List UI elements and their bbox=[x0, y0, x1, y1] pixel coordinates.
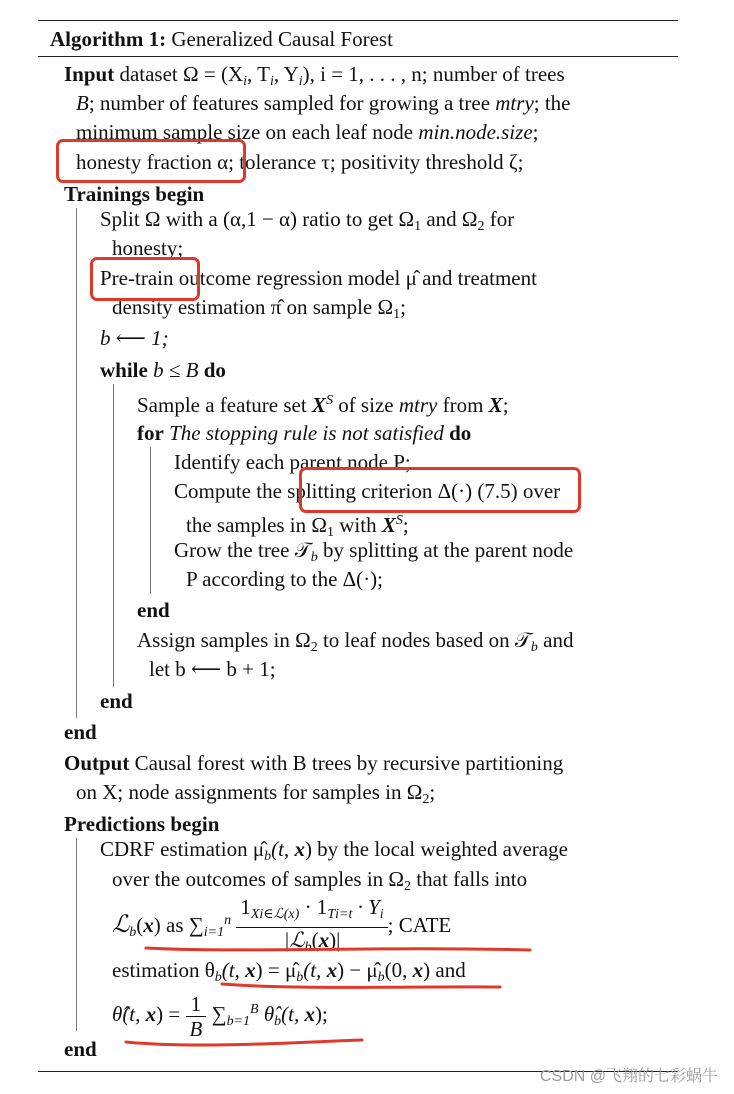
input-text: ; bbox=[532, 120, 539, 144]
trainings-keyword: Trainings begin bbox=[64, 182, 205, 206]
fraction-denominator: B bbox=[189, 1016, 203, 1041]
sub-b: b bbox=[296, 970, 304, 985]
watermark: CSDN @飞翔的七彩蜗牛 bbox=[539, 1068, 718, 1085]
pred-text: 1 bbox=[240, 894, 251, 919]
var-L: ℒ bbox=[112, 912, 130, 938]
pred-text: (t, bbox=[303, 958, 327, 982]
predictions-keyword: Predictions begin bbox=[64, 812, 220, 836]
var-x: x bbox=[294, 837, 305, 861]
pred-text: ) − μ̂ bbox=[337, 958, 378, 982]
end-keyword: end bbox=[100, 689, 133, 713]
var-X: X bbox=[488, 393, 503, 417]
pred-text: over the outcomes of samples in Ω bbox=[112, 867, 405, 891]
fraction-numerator: 1 bbox=[186, 992, 207, 1017]
sub-i-eq-1: i=1 bbox=[203, 925, 225, 940]
var-x: x bbox=[412, 958, 424, 982]
sub-b-eq-1: b=1 bbox=[226, 1014, 251, 1029]
input-text: , T bbox=[247, 62, 270, 86]
train-text: of size bbox=[332, 393, 399, 417]
train-text: to leaf nodes based on 𝒯 bbox=[317, 628, 531, 652]
algorithm-name: Generalized Causal Forest bbox=[171, 27, 393, 51]
input-text: , Y bbox=[273, 62, 299, 86]
var-x: x bbox=[326, 958, 338, 982]
train-text: with bbox=[334, 513, 382, 537]
pred-text: (0, bbox=[384, 958, 413, 982]
sup-B: B bbox=[250, 1002, 259, 1017]
sub-2: 2 bbox=[404, 879, 412, 894]
train-text: and Ω bbox=[421, 207, 478, 231]
train-text: Identify each parent node P; bbox=[174, 450, 411, 474]
pred-text: |ℒ bbox=[283, 927, 305, 952]
do-keyword: do bbox=[449, 421, 472, 445]
train-text: for bbox=[484, 207, 515, 231]
train-text: the samples in Ω bbox=[186, 513, 328, 537]
pred-text: ) by the local weighted average bbox=[304, 837, 568, 861]
pred-text: (t, bbox=[281, 1002, 305, 1026]
var-X: X bbox=[381, 513, 396, 537]
var-x: x bbox=[143, 913, 154, 937]
train-text: density estimation π̂ on sample Ω bbox=[112, 295, 394, 319]
output-keyword: Output bbox=[64, 751, 130, 775]
underline-theta-hat-formula bbox=[126, 1040, 362, 1045]
var-min-node-size: min.node.size bbox=[418, 120, 533, 144]
pred-text: θ̂(t, bbox=[112, 1002, 146, 1026]
sub-i: i bbox=[243, 74, 248, 89]
sub-b: b bbox=[310, 550, 318, 565]
train-text: from bbox=[437, 393, 489, 417]
sub-i: i bbox=[379, 906, 384, 922]
input-text: ; the bbox=[533, 91, 571, 115]
train-text: Compute the bbox=[174, 479, 288, 503]
train-text: honesty; bbox=[112, 236, 184, 260]
sub-1: 1 bbox=[393, 307, 401, 322]
sub-b: b bbox=[129, 925, 137, 940]
honesty-fraction-text: honesty fraction bbox=[76, 150, 212, 174]
pred-text: · 1 bbox=[299, 894, 328, 919]
sub-b: b bbox=[304, 939, 312, 955]
pred-text: ) = bbox=[156, 1002, 186, 1026]
var-x: x bbox=[245, 958, 256, 982]
input-keyword: Input bbox=[64, 62, 115, 86]
sub-i-eq-t: i=t bbox=[335, 906, 353, 922]
train-text: P according to the Δ(·); bbox=[186, 567, 383, 591]
pred-text: θ̂ bbox=[258, 1002, 275, 1026]
underline-theta-formula bbox=[222, 984, 500, 987]
sub-2: 2 bbox=[422, 792, 430, 807]
sub-b: b bbox=[214, 970, 222, 985]
pred-text: estimation θ bbox=[112, 958, 215, 982]
sub-X: X bbox=[250, 906, 260, 922]
sub-b: b bbox=[264, 849, 272, 864]
splitting-criterion-text: splitting criterion Δ(·) (7.5) bbox=[287, 479, 518, 503]
sub-1: 1 bbox=[414, 219, 422, 234]
sub-2: 2 bbox=[477, 219, 485, 234]
train-text: ; bbox=[502, 393, 509, 417]
sub-in-L-x: (x) bbox=[283, 906, 300, 922]
sup-S: S bbox=[395, 513, 403, 528]
pred-text: ) and bbox=[423, 958, 466, 982]
var-X: X bbox=[311, 393, 326, 417]
do-keyword: do bbox=[203, 358, 226, 382]
while-condition: b ≤ B bbox=[147, 358, 204, 382]
var-x: x bbox=[318, 927, 330, 952]
sub-1: 1 bbox=[327, 525, 335, 540]
while-keyword: while bbox=[100, 358, 148, 382]
pred-text: ; CATE bbox=[387, 913, 452, 937]
pred-text: ) as ∑ bbox=[153, 913, 204, 937]
train-text: by splitting at the parent node bbox=[317, 538, 574, 562]
output-text: on X; node assignments for samples in Ω bbox=[76, 780, 423, 804]
sub-b: b bbox=[274, 1014, 282, 1029]
pred-text: (t, bbox=[221, 958, 246, 982]
sub-i: i bbox=[298, 74, 303, 89]
train-text: Sample a feature set bbox=[137, 393, 312, 417]
train-text: ; bbox=[400, 295, 406, 319]
train-text: and bbox=[537, 628, 574, 652]
input-text: α; tolerance τ; positivity threshold ζ; bbox=[211, 150, 524, 174]
sub-b: b bbox=[377, 970, 385, 985]
pred-text: CDRF estimation μ̂ bbox=[100, 837, 265, 861]
output-text: ; bbox=[429, 780, 436, 804]
sup-S: S bbox=[325, 393, 333, 408]
fraction-denominator: |ℒ$_b$(x)| bbox=[283, 927, 341, 955]
input-text: minimum sample size on each leaf node bbox=[76, 120, 419, 144]
train-text: Split Ω with a (α,1 − α) ratio to get Ω bbox=[100, 207, 415, 231]
pred-text: that falls into bbox=[411, 867, 528, 891]
end-keyword: end bbox=[137, 598, 170, 622]
input-text: ; number of features sampled for growing a tree bbox=[88, 91, 496, 115]
algorithm-label: Algorithm 1: bbox=[50, 27, 167, 51]
pred-text: ∑ bbox=[206, 1002, 227, 1026]
train-text: ; bbox=[402, 513, 409, 537]
train-text: outcome regression model μ̂ and treatment bbox=[173, 266, 537, 290]
pretrain-text: Pre-train bbox=[100, 266, 174, 290]
for-keyword: for bbox=[137, 421, 164, 445]
sup-n: n bbox=[224, 913, 232, 928]
for-condition: The stopping rule is not satisfied bbox=[163, 421, 450, 445]
train-text: over bbox=[517, 479, 561, 503]
sub-2: 2 bbox=[310, 640, 318, 655]
pred-text: ( bbox=[136, 913, 144, 937]
var-B: B bbox=[76, 91, 89, 115]
pred-text: · Y bbox=[352, 894, 380, 919]
sub-b: b bbox=[530, 640, 538, 655]
train-text: Assign samples in Ω bbox=[137, 628, 311, 652]
train-text: let b ⟵ b + 1; bbox=[149, 657, 276, 681]
pred-text: ) = μ̂ bbox=[255, 958, 297, 982]
end-keyword: end bbox=[64, 1037, 97, 1061]
var-x: x bbox=[145, 1002, 157, 1026]
sub-in-L: i∈ℒ bbox=[259, 906, 284, 922]
var-mtry: mtry bbox=[398, 393, 438, 417]
output-text: Causal forest with B trees by recursive partitioning bbox=[129, 751, 564, 775]
train-text: b ⟵ 1; bbox=[100, 326, 169, 350]
sub-T: T bbox=[327, 906, 336, 922]
train-text: Grow the tree 𝒯 bbox=[174, 538, 311, 562]
input-text: dataset Ω = (X bbox=[119, 62, 244, 86]
var-x: x bbox=[304, 1002, 315, 1026]
end-keyword: end bbox=[64, 720, 97, 744]
pred-text: (t, bbox=[271, 837, 295, 861]
var-mtry: mtry bbox=[495, 91, 534, 115]
input-text: ), i = 1, . . . , n; number of trees bbox=[302, 62, 565, 86]
pred-text: ); bbox=[314, 1002, 328, 1026]
sub-i: i bbox=[269, 74, 274, 89]
underline-cate-formula bbox=[146, 948, 530, 950]
